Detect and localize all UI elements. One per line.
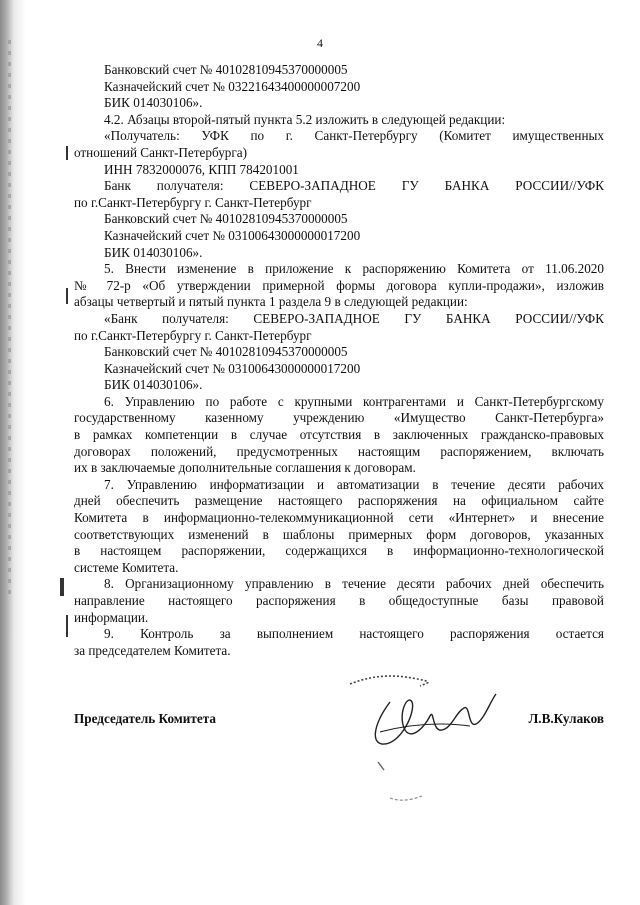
text-line: по г.Санкт-Петербургу г. Санкт-Петербург	[74, 327, 312, 343]
margin-mark	[66, 146, 68, 160]
text-line: 5. Внести изменение в приложение к распоряжению Комитета от 11.06.2020	[104, 261, 604, 277]
text-line: Казначейский счет № 03221643400000007200	[104, 78, 361, 94]
text-line: в настоящем распоряжении, содержащихся в информационно-технологической	[74, 543, 604, 559]
stamp-fragment	[360, 740, 440, 820]
text-line: «Получатель: УФК по г. Санкт-Петербургу (Комитет имущественных	[104, 128, 604, 144]
document-body	[74, 62, 604, 659]
margin-mark	[66, 288, 68, 304]
signer-name: Л.В.Кулаков	[528, 711, 604, 726]
position-title: Председатель Комитета	[74, 711, 216, 726]
text-line: БИК 014030106».	[104, 95, 203, 111]
text-line: в рамках компетенции в случае отсутствия в заключенных гражданско-правовых	[74, 427, 604, 443]
page-number: 4	[317, 36, 323, 50]
margin-mark	[66, 615, 68, 637]
text-line: соответствующих изменений в шаблоны примерных форм договоров, указанных	[74, 526, 604, 542]
text-line: информации.	[74, 609, 149, 625]
text-line: Банковский счет № 40102810945370000005	[104, 62, 348, 77]
text-line: Банковский счет № 40102810945370000005	[104, 211, 348, 227]
text-line: 4.2. Абзацы второй-пятый пункта 5.2 изложить в следующей редакции:	[104, 111, 506, 127]
text-line: Банк получателя: СЕВЕРО-ЗАПАДНОЕ ГУ БАНКА РОССИИ//УФК	[104, 178, 604, 194]
text-line: государственному казенному учреждению «Имущество Санкт-Петербурга»	[74, 410, 604, 426]
text-line: Банковский счет № 40102810945370000005	[104, 344, 348, 360]
text-line: системе Комитета.	[74, 559, 179, 575]
text-line: БИК 014030106».	[104, 377, 203, 393]
margin-mark	[60, 578, 64, 596]
text-line: дней обеспечить размещение настоящего распоряжения на официальном сайте	[74, 493, 604, 509]
text-line: № 72-р «Об утверждении примерной формы договора купли-продажи», изложив	[74, 277, 604, 293]
text-line: за председателем Комитета.	[74, 642, 231, 658]
text-line: их в заключаемые дополнительные соглашения к договорам.	[74, 460, 416, 476]
text-line: БИК 014030106».	[104, 244, 203, 260]
text-line: направление настоящего распоряжения в общедоступные базы правовой	[74, 593, 604, 608]
text-line: Комитета в информационно-телекоммуникационной сети «Интернет» и внесение	[74, 510, 604, 526]
scan-edge-shadow	[0, 0, 30, 905]
text-line: 7. Управлению информатизации и автоматизации в течение десяти рабочих	[104, 476, 604, 492]
text-line: отношений Санкт-Петербурга)	[74, 144, 248, 160]
text-line: Казначейский счет № 03100643000000017200	[104, 360, 361, 376]
text-line: 6. Управлению по работе с крупными контрагентами и Санкт-Петербургскому	[104, 393, 604, 409]
text-line: по г.Санкт-Петербургу г. Санкт-Петербург	[74, 194, 312, 210]
text-line: договорах положений, предусмотренных настоящим распоряжением, включать	[74, 443, 604, 459]
signature-block	[74, 711, 604, 731]
text-line: Казначейский счет № 03100643000000017200	[104, 227, 361, 243]
text-line: ИНН 7832000076, КПП 784201001	[104, 161, 299, 177]
text-line: 9. Контроль за выполнением настоящего распоряжения остается	[104, 626, 604, 642]
text-line: 8. Организационному управлению в течение десяти рабочих дней обеспечить	[104, 576, 604, 592]
text-line: абзацы четвертый и пятый пункта 1 раздела 9 в следующей редакции:	[74, 294, 468, 310]
text-line: «Банк получателя: СЕВЕРО-ЗАПАДНОЕ ГУ БАНКА РОССИИ//УФК	[104, 310, 604, 326]
